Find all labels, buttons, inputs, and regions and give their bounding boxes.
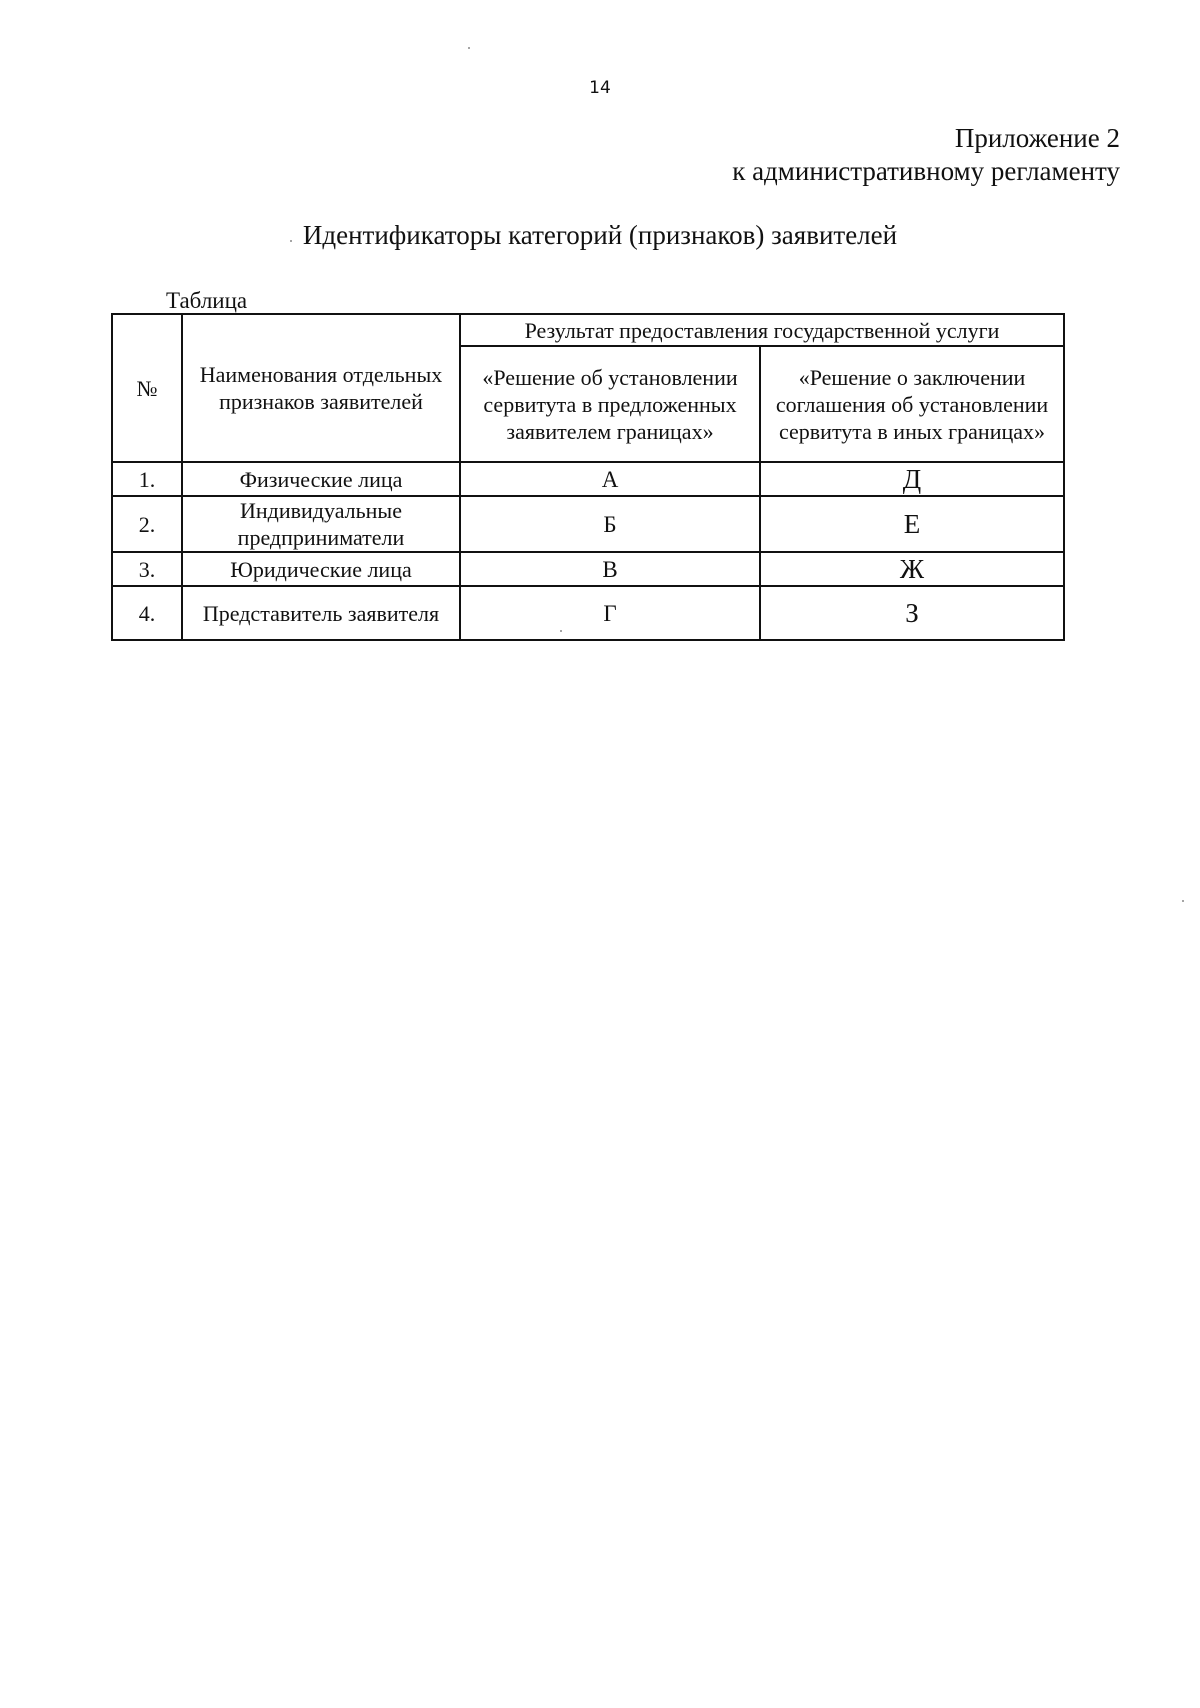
table-row (112, 586, 1064, 640)
row-name: Представитель заявителя (182, 586, 460, 640)
row-code-2: Ж (760, 552, 1064, 586)
scan-speck (1182, 900, 1184, 902)
row-code-1: А (460, 462, 760, 496)
appendix-line-2: к административному регламенту (732, 156, 1120, 186)
row-name: Индивидуальные предприниматели (182, 496, 460, 552)
scan-speck (468, 47, 470, 49)
table-caption: Таблица (166, 288, 248, 313)
table-row (112, 462, 1064, 496)
row-code-2: Д (760, 462, 1064, 496)
row-name: Юридические лица (182, 552, 460, 586)
row-code-1: Б (460, 496, 760, 552)
table-row (112, 552, 1064, 586)
header-number: № (112, 314, 182, 462)
row-number: 3. (112, 552, 182, 586)
row-code-2: З (760, 586, 1064, 640)
table-row (112, 496, 1064, 552)
row-code-1: Г (460, 586, 760, 640)
scan-speck (290, 240, 292, 242)
identifiers-table (111, 313, 1065, 641)
header-result-col-2: «Решение о заключении соглашения об установлении сервитута в иных границах» (760, 346, 1064, 462)
header-result: Результат предоставления государственной услуги (460, 314, 1064, 346)
scan-speck (560, 630, 562, 632)
row-number: 1. (112, 462, 182, 496)
row-code-1: В (460, 552, 760, 586)
row-number: 2. (112, 496, 182, 552)
row-number: 4. (112, 586, 182, 640)
appendix-line-1: Приложение 2 (954, 123, 1120, 153)
document-title: Идентификаторы категорий (признаков) заявителей (302, 220, 898, 250)
header-result-col-1: «Решение об установлении сервитута в предложенных заявителем границах» (460, 346, 760, 462)
appendix-heading (732, 122, 1120, 188)
row-code-2: Е (760, 496, 1064, 552)
header-names: Наименования отдельных признаков заявителей (182, 314, 460, 462)
row-name: Физические лица (182, 462, 460, 496)
table-header-row (112, 314, 1064, 346)
page-number: 14 (589, 78, 611, 98)
